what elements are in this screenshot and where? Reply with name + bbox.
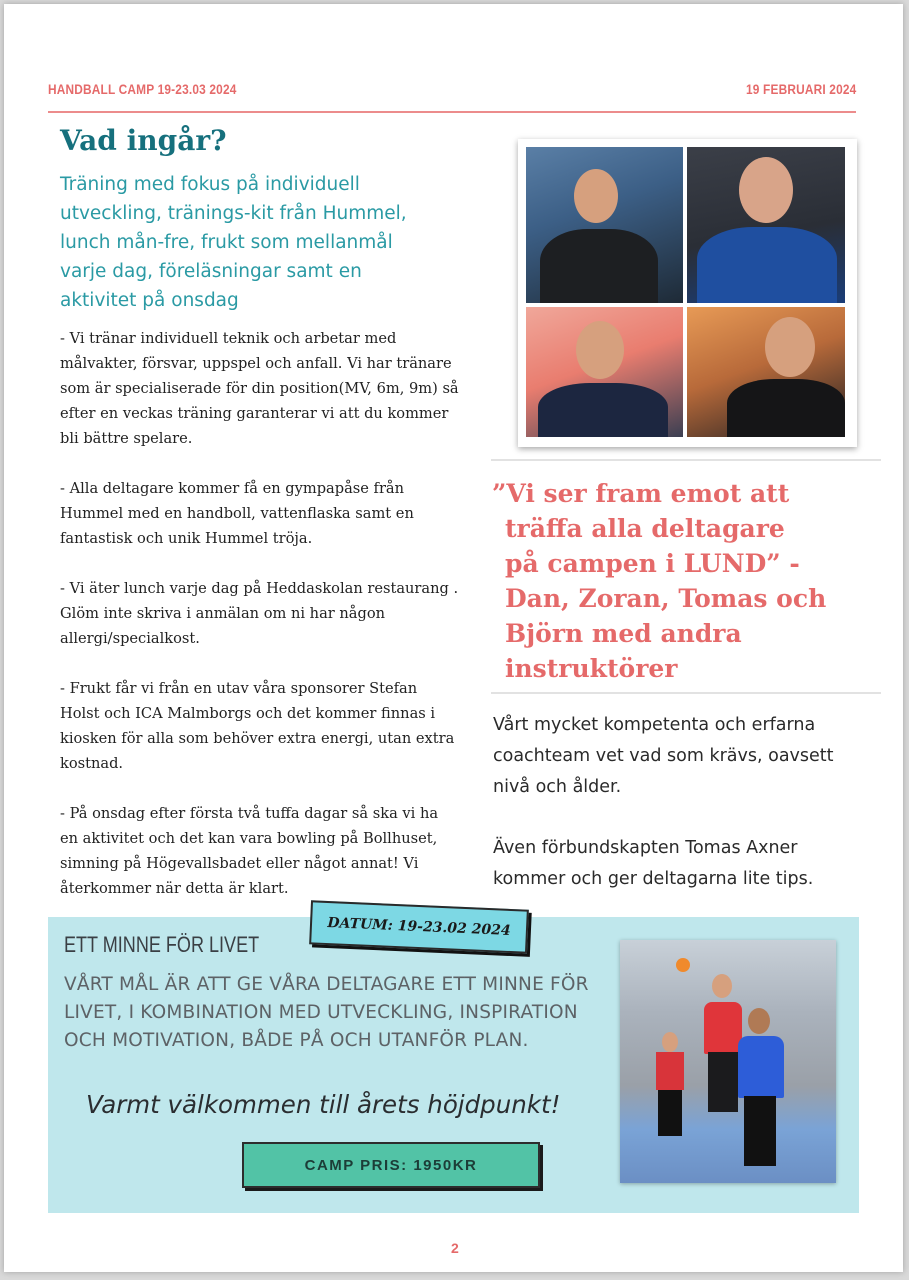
header-camp-title: HANDBALL CAMP 19-23.03 2024 xyxy=(48,82,237,97)
header-divider xyxy=(48,111,856,113)
quote-line: träffa alla deltagare xyxy=(505,514,785,543)
coaches-photo-collage xyxy=(518,139,857,447)
coach-paragraph: Vårt mycket kompetenta och erfarna coachteam vet vad som krävs, oavsett nivå och ålder. xyxy=(493,715,834,797)
quote-bottom-rule xyxy=(491,692,881,694)
coach-photo-4 xyxy=(687,307,845,437)
paragraph-training: - Vi tränar individuell teknik och arbetar med målvakter, försvar, uppspel och anfall. Vi har tränare som är specialiserade för din position(MV, 6m, 9m) så efter en veckas träning garanterar vi att du kommer bli bättre spelare. xyxy=(60,330,459,447)
camp-price-badge: CAMP PRIS: 1950KR xyxy=(242,1142,540,1188)
quote-line: på campen i LUND” - xyxy=(505,549,800,578)
body-text-column xyxy=(60,326,460,926)
paragraph-gym-bag: - Alla deltagare kommer få en gympapåse från Hummel med en handboll, vattenflaska samt en fantastisk och unik Hummel tröja. xyxy=(60,480,414,547)
quote-line: instruktörer xyxy=(505,654,678,683)
section-subhead: Träning med fokus på individuell utveckling, tränings-kit från Hummel, lunch mån-fre, frukt som mellanmål varje dag, föreläsningar samt en aktivitet på onsdag xyxy=(60,174,407,311)
quote-line: ”Vi ser fram emot att xyxy=(492,479,790,508)
coach-photo-2 xyxy=(687,147,845,303)
section-title: Vad ingår? xyxy=(60,124,227,157)
coach-photo-3 xyxy=(526,307,683,437)
pull-quote xyxy=(492,476,892,686)
quote-line: Dan, Zoran, Tomas och xyxy=(505,584,827,613)
handball-action-photo xyxy=(620,940,836,1183)
coach-paragraph: Även förbundskapten Tomas Axner kommer och ger deltagarna lite tips. xyxy=(493,838,814,889)
quote-line: Björn med andra xyxy=(505,619,742,648)
panel-title: ETT MINNE FÖR LIVET xyxy=(64,932,260,957)
quote-top-rule xyxy=(491,459,881,461)
page-number: 2 xyxy=(451,1240,459,1256)
paragraph-lunch: - Vi äter lunch varje dag på Heddaskolan restaurang . Glöm inte skriva i anmälan om ni har någon allergi/specialkost. xyxy=(60,580,459,647)
paragraph-activity: - På onsdag efter första två tuffa dagar så ska vi ha en aktivitet och det kan vara bowling på Bollhuset, simning på Högevallsbadet eller något annat! Vi återkommer när detta är klart. xyxy=(60,805,439,897)
paragraph-fruit: - Frukt får vi från en utav våra sponsorer Stefan Holst och ICA Malmborgs och det kommer finnas i kiosken för alla som behöver extra energi, utan extra kostnad. xyxy=(60,680,455,772)
header-date: 19 FEBRUARI 2024 xyxy=(746,82,857,97)
welcome-text: Varmt välkommen till årets höjdpunkt! xyxy=(86,1090,561,1119)
panel-text: VÅRT MÅL ÄR ATT GE VÅRA DELTAGARE ETT MINNE FÖR LIVET, I KOMBINATION MED UTVECKLING, INSPIRATION OCH MOTIVATION, BÅDE PÅ OCH UTANFÖR PLAN. xyxy=(64,974,589,1051)
coach-photo-1 xyxy=(526,147,683,303)
coach-team-text xyxy=(493,710,863,925)
date-badge: DATUM: 19-23.02 2024 xyxy=(309,900,529,953)
document-page xyxy=(4,4,903,1272)
